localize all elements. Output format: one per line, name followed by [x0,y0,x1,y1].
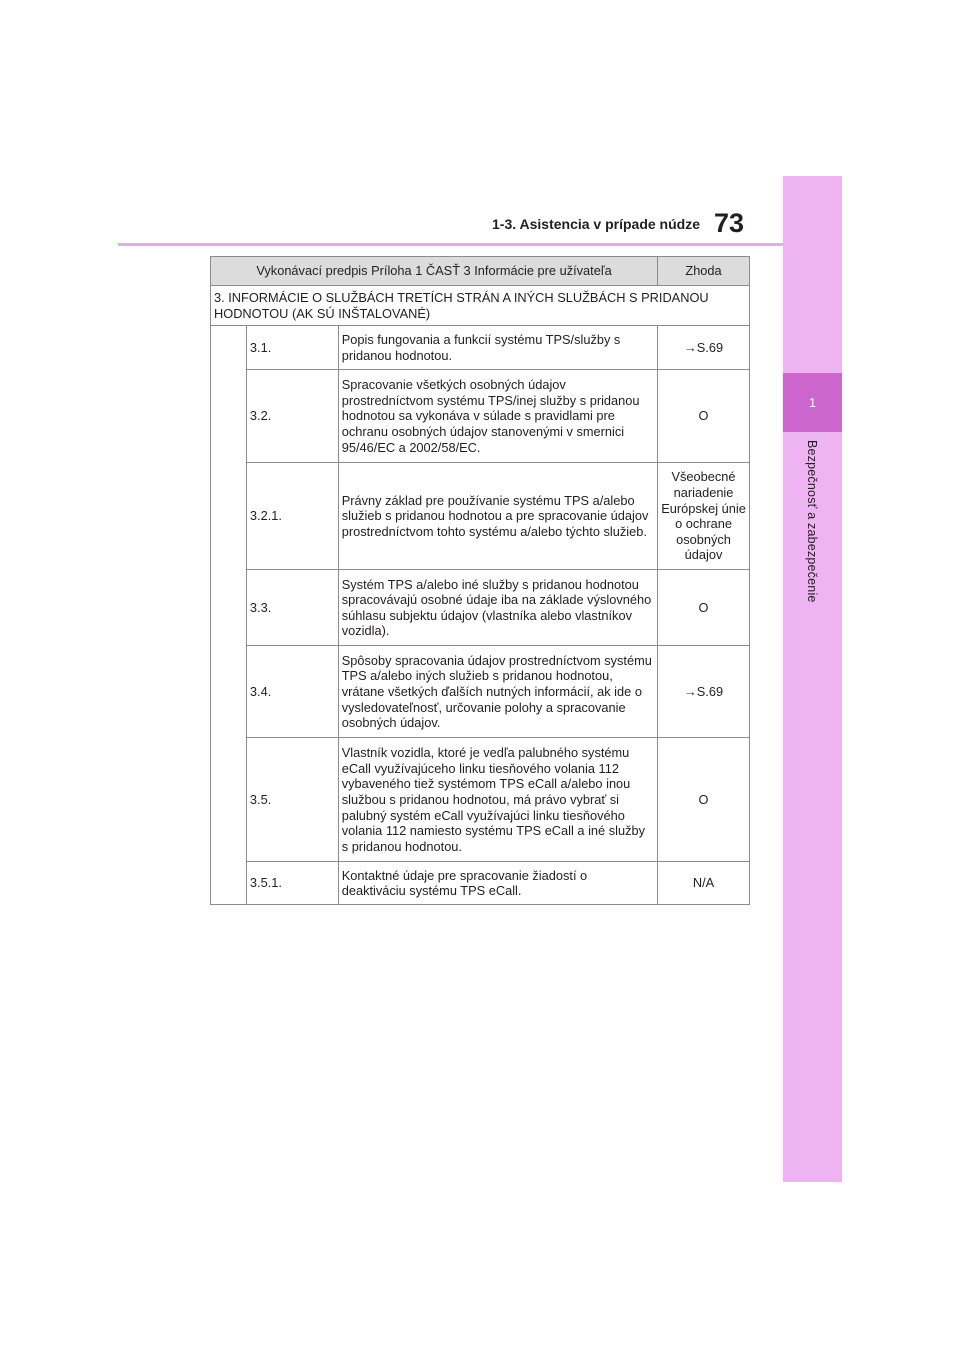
header-rule [118,243,783,246]
row-number: 3.5. [246,738,338,862]
page-number: 73 [714,208,745,238]
row-description: Kontaktné údaje pre spracovanie žiadostí o deaktiváciu systému TPS eCall. [338,862,657,905]
row-value: O [658,370,750,463]
row-value: →S.69 [658,646,750,738]
side-tab-background [783,176,842,1182]
info-table [210,256,750,905]
section-heading: 3. INFORMÁCIE O SLUŽBÁCH TRETÍCH STRÁN A INÝCH SLUŽBÁCH S PRIDANOU HODNOTOU (AK SÚ INŠTALOVANÉ) [211,286,750,326]
chapter-title: Bezpečnosť a zabezpečenie [805,440,819,603]
row-number: 3.4. [246,646,338,738]
column-header-requirement: Vykonávací predpis Príloha 1 ČASŤ 3 Informácie pre užívateľa [211,257,658,286]
table-row [211,463,750,570]
row-number: 3.1. [246,326,338,370]
chapter-number: 1 [808,395,817,410]
table-row [211,646,750,738]
row-value: Všeobecné nariadenie Európskej únie o ochrane osobných údajov [658,463,750,570]
row-number: 3.2. [246,370,338,463]
row-description: Systém TPS a/alebo iné služby s pridanou hodnotou spracovávajú osobné údaje iba na základe výslovného súhlasu subjektu údajov (vlastníka alebo vlastníkov vozidla). [338,570,657,646]
column-header-compliance: Zhoda [658,257,750,286]
row-value: →S.69 [658,326,750,370]
row-description: Vlastník vozidla, ktoré je vedľa palubného systému eCall využívajúceho linku tiesňového volania 112 vybaveného tiež systémom TPS eCall a/alebo inou službou s pridanou hodnotou, má právo vybrať si palubný systém eCall využívajúci linku tiesňového volania 112 namiesto systému TPS eCall a iné služby s pridanou hodnotou. [338,738,657,862]
row-number: 3.5.1. [246,862,338,905]
row-description: Spôsoby spracovania údajov prostredníctvom systému TPS a/alebo iných služieb s pridanou hodnotou, vrátane všetkých ďalších nutných informácií, ak ide o vysledovateľnosť, určovanie polohy a spracovanie osobných údajov. [338,646,657,738]
row-value: N/A [658,862,750,905]
section-title: 1-3. Asistencia v prípade núdze [492,216,700,232]
table-row [211,570,750,646]
table-row [211,370,750,463]
table-row [211,738,750,862]
row-description: Popis fungovania a funkcií systému TPS/služby s pridanou hodnotou. [338,326,657,370]
row-value: O [658,738,750,862]
row-number: 3.2.1. [246,463,338,570]
table-row [211,326,750,370]
chapter-number-box [783,373,842,432]
row-number: 3.3. [246,570,338,646]
indent-cell [211,326,247,905]
table-row [211,862,750,905]
table-header-row [211,257,750,286]
section-heading-row [211,286,750,326]
row-value: O [658,570,750,646]
row-description: Spracovanie všetkých osobných údajov prostredníctvom systému TPS/inej služby s pridanou hodnotou sa vykonáva v súlade s pravidlami pre ochranu osobných údajov stanovenými v smernici 95/46/EC a 2002/58/EC. [338,370,657,463]
row-description: Právny základ pre používanie systému TPS a/alebo služieb s pridanou hodnotou a pre spracovanie údajov prostredníctvom tohto systému a/alebo týchto služieb. [338,463,657,570]
